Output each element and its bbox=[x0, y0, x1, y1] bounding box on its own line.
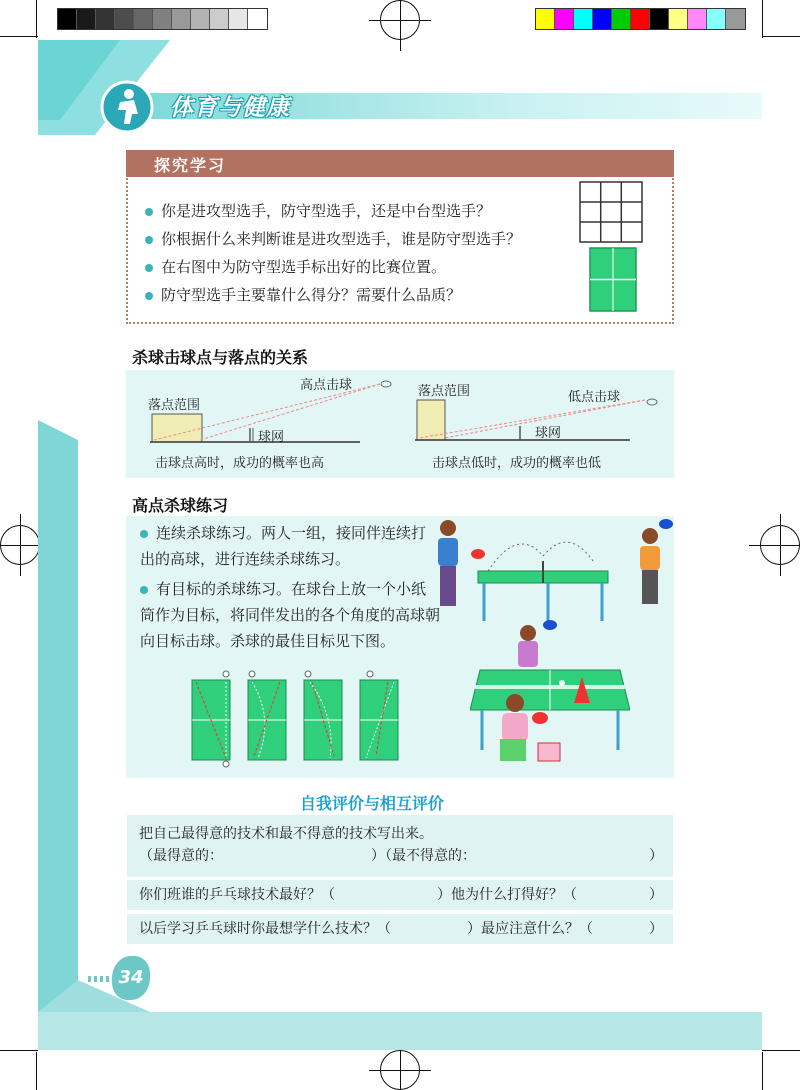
relation-title: 杀球击球点与落点的关系 bbox=[132, 348, 309, 367]
caption: 击球点低时，成功的概率也低 bbox=[432, 456, 602, 471]
range-label: 落点范围 bbox=[418, 384, 471, 399]
evaluation-title: 自我评价与相互评价 bbox=[300, 794, 445, 813]
bullet-icon bbox=[145, 264, 153, 272]
practice-title: 高点杀球练习 bbox=[132, 496, 229, 515]
best-target-diagram[interactable] bbox=[188, 668, 408, 768]
page-number-dots bbox=[88, 976, 110, 982]
explore-title: 探究学习 bbox=[154, 156, 227, 175]
question-item: 你是进攻型选手，防守型选手，还是中台型选手？ bbox=[145, 200, 491, 221]
bullet-icon bbox=[140, 530, 148, 538]
practice-item: 有目标的杀球练习。在球台上放一个小纸筒作为目标，将同伴发出的各个角度的高球朝向目标击球。杀球的最佳目标见下图。 bbox=[140, 580, 441, 650]
bullet-icon bbox=[145, 292, 153, 300]
target-smash-illustration bbox=[470, 615, 630, 770]
page-number: 34 bbox=[112, 956, 150, 1000]
caption: 击球点高时，成功的概率也高 bbox=[155, 456, 325, 471]
hit-label: 高点击球 bbox=[300, 378, 353, 393]
question-item: 在右图中为防守型选手标出好的比赛位置。 bbox=[145, 256, 446, 277]
sport-logo-icon bbox=[96, 80, 158, 134]
evaluation-row-3[interactable]: 以后学习乒乓球时你最想学什么技术？（ ）最应注意什么？（ ） bbox=[127, 914, 673, 944]
hit-label: 低点击球 bbox=[568, 390, 621, 405]
practice-item: 连续杀球练习。两人一组，接同伴连续打出的高球，进行连续杀球练习。 bbox=[140, 524, 427, 568]
explore-header bbox=[126, 150, 674, 177]
question-item: 你根据什么来判断谁是进攻型选手，谁是防守型选手？ bbox=[145, 228, 521, 249]
bullet-icon bbox=[145, 236, 153, 244]
position-grid-diagram[interactable] bbox=[578, 180, 648, 315]
net-label: 球网 bbox=[258, 430, 285, 445]
chapter-title: 体育与健康 bbox=[170, 95, 290, 121]
evaluation-row-2[interactable]: 你们班谁的乒乓球技术最好？（ ）他为什么打得好？（ ） bbox=[127, 880, 673, 910]
net-label: 球网 bbox=[535, 426, 562, 441]
question-item: 防守型选手主要靠什么得分？需要什么品质？ bbox=[145, 284, 461, 305]
evaluation-row-1[interactable]: 把自己最得意的技术和最不得意的技术写出来。 （最得意的： ）（最不得意的： ） bbox=[127, 815, 673, 877]
bullet-icon bbox=[145, 208, 153, 216]
bullet-icon bbox=[140, 586, 148, 594]
range-label: 落点范围 bbox=[148, 398, 201, 413]
